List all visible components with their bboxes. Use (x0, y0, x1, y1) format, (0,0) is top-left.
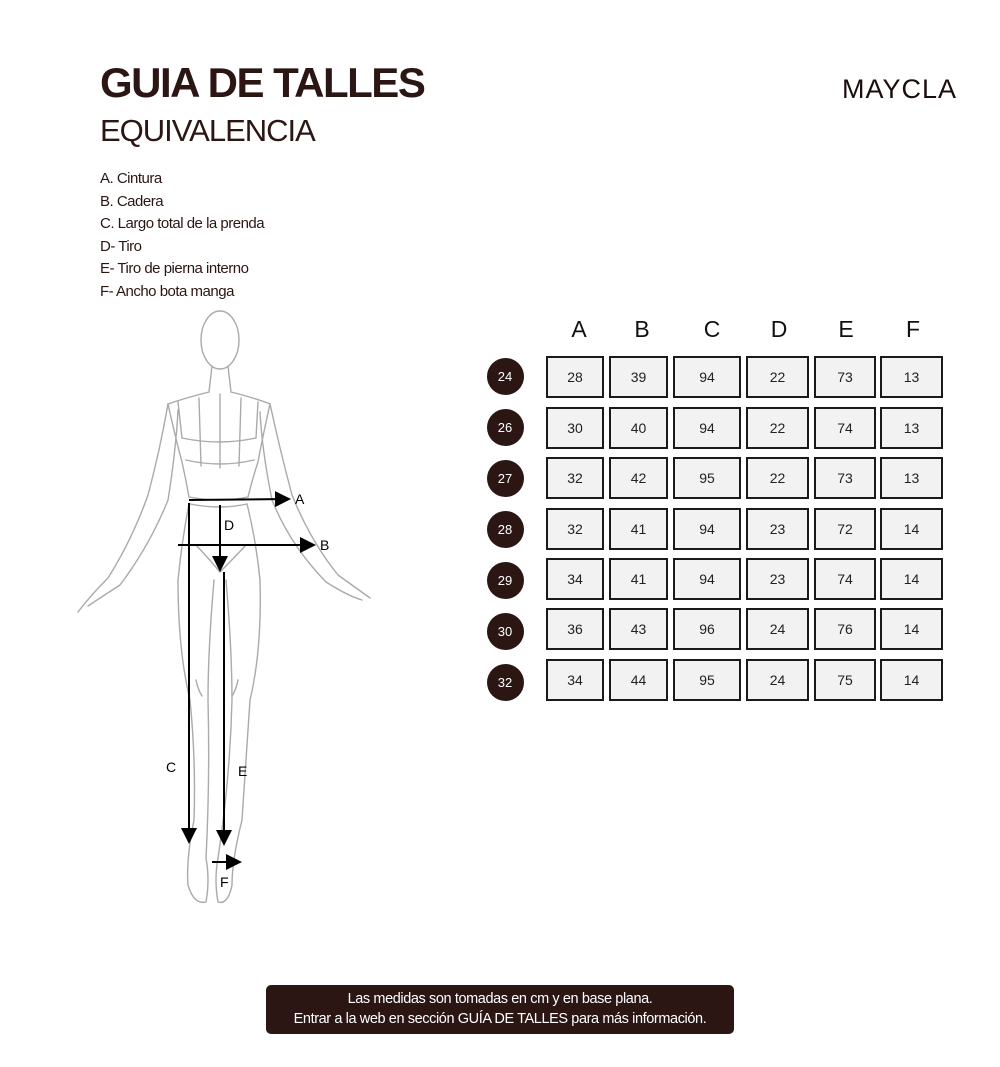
size-badge: 24 (487, 358, 524, 395)
legend-item: A. Cintura (100, 170, 162, 187)
legend-item: D- Tiro (100, 237, 142, 255)
column-header-a: A (571, 316, 587, 342)
legend-item: B. Cadera (100, 192, 164, 210)
table-cell: 23 (746, 558, 809, 600)
size-badge: 27 (487, 460, 524, 497)
column-header-f: F (905, 316, 921, 342)
table-cell: 32 (546, 508, 604, 550)
table-cell: 75 (814, 659, 876, 701)
table-cell: 74 (814, 407, 876, 449)
legend-item: E- Tiro de pierna interno (100, 260, 249, 277)
figure-label-c: C (166, 759, 177, 775)
footer-note (266, 985, 734, 1034)
table-cell: 39 (609, 356, 668, 398)
size-badge: 26 (487, 409, 524, 446)
table-cell: 24 (746, 608, 809, 650)
table-cell: 94 (673, 356, 741, 398)
figure-label-f: F (220, 874, 229, 890)
table-cell: 73 (814, 356, 876, 398)
table-cell: 43 (609, 608, 668, 650)
table-cell: 14 (880, 558, 943, 600)
page-subtitle: EQUIVALENCIA (100, 113, 315, 148)
table-cell: 30 (546, 407, 604, 449)
table-cell: 32 (546, 457, 604, 499)
legend-item: C. Largo total de la prenda (100, 215, 265, 232)
table-cell: 95 (673, 659, 741, 701)
table-cell: 94 (673, 558, 741, 600)
table-cell: 14 (880, 659, 943, 701)
table-cell: 42 (609, 457, 668, 499)
table-cell: 14 (880, 508, 943, 550)
size-badge: 28 (487, 511, 524, 548)
table-cell: 22 (746, 407, 809, 449)
brand-logo: MAYCLA (842, 74, 958, 104)
column-header-c: C (703, 316, 721, 342)
figure-label-e: E (238, 763, 248, 779)
size-badge: 29 (487, 562, 524, 599)
measurement-legend (100, 168, 264, 303)
table-cell: 74 (814, 558, 876, 600)
table-cell: 41 (609, 558, 668, 600)
size-badge: 32 (487, 664, 524, 701)
footer-line: Las medidas son tomadas en cm y en base plana. (347, 991, 653, 1007)
table-cell: 34 (546, 659, 604, 701)
table-cell: 41 (609, 508, 668, 550)
table-cell: 44 (609, 659, 668, 701)
table-cell: 40 (609, 407, 668, 449)
table-cell: 13 (880, 457, 943, 499)
column-header-b: B (634, 316, 650, 342)
table-cell: 28 (546, 356, 604, 398)
figure-label-a: A (295, 491, 305, 507)
table-cell: 22 (746, 356, 809, 398)
footer-line: Entrar a la web en sección GUÍA DE TALLES para más información. (293, 1011, 707, 1027)
page-title: GUIA DE TALLES (100, 59, 425, 106)
table-cell: 36 (546, 608, 604, 650)
table-cell: 95 (673, 457, 741, 499)
figure-label-d: D (224, 517, 235, 533)
table-cell: 94 (673, 407, 741, 449)
figure-label-b: B (320, 537, 330, 553)
table-cell: 13 (880, 356, 943, 398)
body-figure-illustration (60, 300, 390, 920)
table-cell: 23 (746, 508, 809, 550)
table-cell: 72 (814, 508, 876, 550)
table-cell: 14 (880, 608, 943, 650)
table-cell: 96 (673, 608, 741, 650)
table-cell: 34 (546, 558, 604, 600)
column-header-d: D (770, 316, 788, 342)
size-badge: 30 (487, 613, 524, 650)
table-cell: 13 (880, 407, 943, 449)
legend-item: F- Ancho bota manga (100, 282, 234, 300)
table-cell: 22 (746, 457, 809, 499)
column-header-e: E (838, 316, 854, 342)
table-cell: 76 (814, 608, 876, 650)
table-cell: 73 (814, 457, 876, 499)
table-cell: 24 (746, 659, 809, 701)
table-cell: 94 (673, 508, 741, 550)
